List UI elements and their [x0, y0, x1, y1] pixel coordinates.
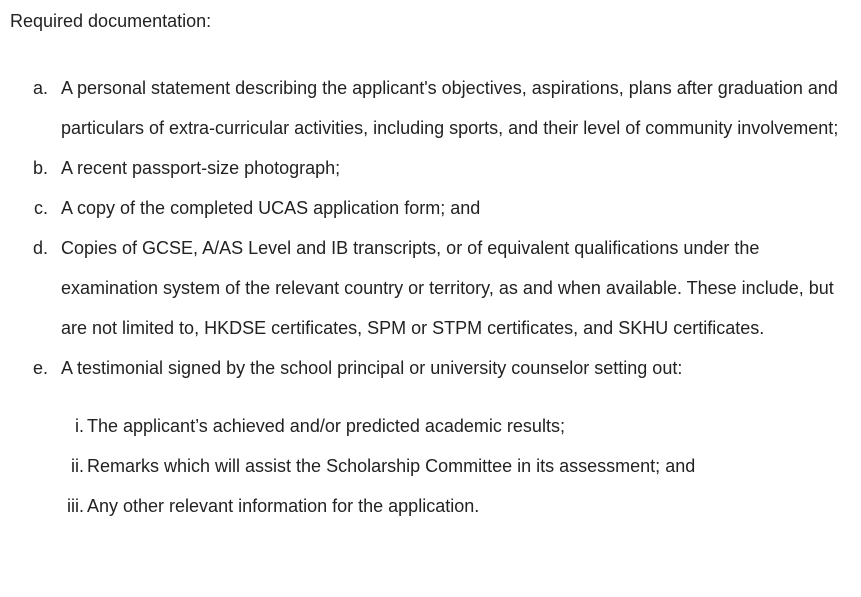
- list-item-text: A testimonial signed by the school principal or university counselor setting out:: [61, 358, 683, 378]
- section-heading: Required documentation:: [10, 11, 212, 31]
- list-marker: c.: [33, 198, 48, 218]
- list-item-d: [0, 228, 851, 348]
- list-item-text: A recent passport-size photograph;: [61, 158, 341, 178]
- list-marker: e.: [32, 358, 48, 378]
- sublist-item-iii: [0, 486, 861, 526]
- documentation-list: [0, 68, 861, 526]
- list-item-a: [0, 68, 851, 148]
- list-item-text: Copies of GCSE, A/AS Level and IB transcripts, or of equivalent qualifications under the examination system of the relevant country or territory, as and when available. These include, but are not limited to, HKDSE certificates, SPM or STPM certificates, and SKHU certificates.: [61, 238, 834, 338]
- list-item-text: A personal statement describing the applicant's objectives, aspirations, plans after graduation and particulars of extra-curricular activities, including sports, and their level of community involvement;: [61, 78, 839, 138]
- list-marker: d.: [32, 238, 48, 258]
- list-item-text: A copy of the completed UCAS application form; and: [61, 198, 481, 218]
- list-marker: b.: [32, 158, 48, 178]
- sublist-item-i: [0, 406, 861, 446]
- testimonial-sublist: [0, 406, 861, 526]
- sublist-marker: i.: [75, 416, 84, 436]
- sublist-item-ii: [0, 446, 861, 486]
- sublist-marker: iii.: [67, 496, 84, 516]
- sublist-item-text: The applicant’s achieved and/or predicted academic results;: [87, 416, 565, 436]
- list-item-e: [0, 348, 851, 388]
- list-marker: a.: [32, 78, 48, 98]
- sublist-item-text: Remarks which will assist the Scholarship Committee in its assessment; and: [87, 456, 696, 476]
- list-item-c: [0, 188, 851, 228]
- list-item-b: [0, 148, 851, 188]
- sublist-item-text: Any other relevant information for the application.: [87, 496, 480, 516]
- sublist-marker: ii.: [71, 456, 84, 476]
